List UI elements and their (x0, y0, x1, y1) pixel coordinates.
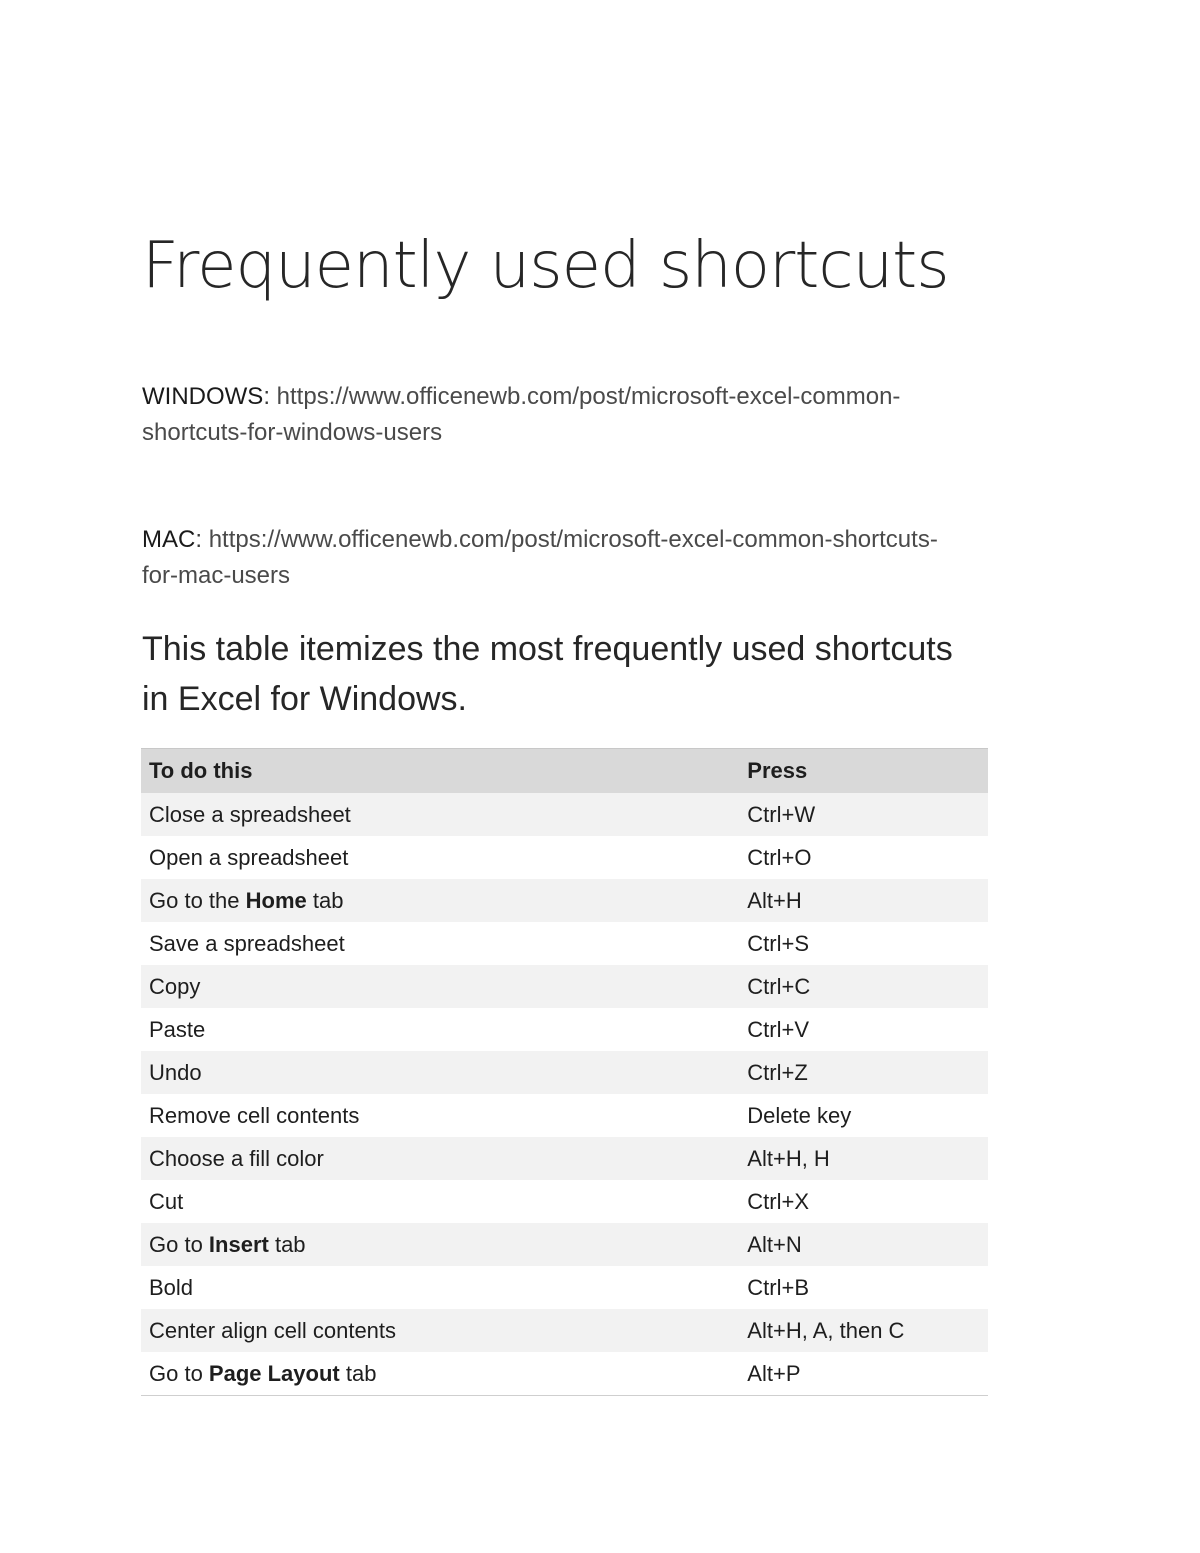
press-cell: Delete key (739, 1094, 988, 1137)
action-text: Center align cell contents (149, 1317, 397, 1343)
press-cell: Ctrl+C (739, 965, 988, 1008)
table-row (141, 836, 988, 879)
windows-url-line2[interactable]: shortcuts-for-windows-users (142, 419, 443, 446)
mac-separator: : (195, 526, 209, 553)
action-text: Copy (149, 973, 201, 999)
intro-text (142, 624, 1042, 724)
mac-url-line2[interactable]: for-mac-users (142, 562, 291, 589)
table-row (141, 965, 988, 1008)
action-cell (141, 1051, 739, 1094)
action-text: Choose a fill color (149, 1145, 324, 1171)
action-cell (141, 879, 739, 922)
mac-label: MAC (142, 526, 196, 553)
mac-url[interactable] (142, 526, 938, 589)
action-tab-name: Home (245, 887, 307, 913)
header-press: Press (739, 749, 988, 794)
press-cell: Ctrl+O (739, 836, 988, 879)
table-row (141, 1137, 988, 1180)
table-row (141, 1352, 988, 1396)
windows-label: WINDOWS (142, 383, 264, 410)
press-cell: Alt+N (739, 1223, 988, 1266)
action-text-suffix: tab (306, 887, 344, 913)
mac-url-line1[interactable]: https://www.officenewb.com/post/microsoft-excel-common-shortcuts- (208, 526, 938, 553)
shortcut-table (141, 748, 988, 1396)
press-cell: Alt+H (739, 879, 988, 922)
press-cell: Ctrl+B (739, 1266, 988, 1309)
action-tab-name: Insert (208, 1231, 269, 1257)
action-cell (141, 836, 739, 879)
press-cell: Alt+H, H (739, 1137, 988, 1180)
action-cell (141, 965, 739, 1008)
table-row (141, 879, 988, 922)
table-row (141, 1180, 988, 1223)
action-cell (141, 1008, 739, 1051)
table-row (141, 1223, 988, 1266)
table-header-row (141, 749, 988, 794)
action-cell (141, 1137, 739, 1180)
action-tab-name: Page Layout (208, 1360, 340, 1386)
table-row (141, 1051, 988, 1094)
press-cell: Ctrl+W (739, 793, 988, 836)
action-text-suffix: tab (268, 1231, 306, 1257)
table-row (141, 1309, 988, 1352)
press-cell: Alt+P (739, 1352, 988, 1396)
action-text-suffix: tab (339, 1360, 377, 1386)
action-text: Open a spreadsheet (149, 844, 349, 870)
press-cell: Ctrl+X (739, 1180, 988, 1223)
mac-link-block (142, 522, 1042, 594)
action-text: Remove cell contents (149, 1102, 360, 1128)
action-cell (141, 1352, 739, 1396)
action-text: Save a spreadsheet (149, 930, 345, 956)
press-cell: Alt+H, A, then C (739, 1309, 988, 1352)
press-cell: Ctrl+Z (739, 1051, 988, 1094)
table-row (141, 793, 988, 836)
action-text: Go to the (149, 887, 246, 913)
intro-line1: This table itemizes the most frequently used shortcuts (142, 630, 953, 668)
action-text: Paste (149, 1016, 206, 1042)
page-title: Frequently used shortcuts (142, 229, 949, 303)
action-cell (141, 922, 739, 965)
table-body (141, 793, 988, 1396)
intro-line2: in Excel for Windows. (142, 680, 467, 718)
table-row (141, 1094, 988, 1137)
action-text: Undo (149, 1059, 202, 1085)
action-text: Bold (149, 1274, 194, 1300)
press-cell: Ctrl+V (739, 1008, 988, 1051)
table-row (141, 922, 988, 965)
action-cell (141, 1180, 739, 1223)
action-cell (141, 793, 739, 836)
action-text: Go to (149, 1231, 209, 1257)
action-text: Go to (149, 1360, 209, 1386)
windows-separator: : (263, 383, 277, 410)
table-row (141, 1008, 988, 1051)
action-text: Cut (149, 1188, 184, 1214)
action-text: Close a spreadsheet (149, 801, 351, 827)
windows-link-block (142, 379, 1042, 451)
action-cell (141, 1309, 739, 1352)
action-cell (141, 1223, 739, 1266)
action-cell (141, 1266, 739, 1309)
header-action: To do this (141, 749, 739, 794)
press-cell: Ctrl+S (739, 922, 988, 965)
windows-url-line1[interactable]: https://www.officenewb.com/post/microsoft-excel-common- (276, 383, 901, 410)
table-row (141, 1266, 988, 1309)
action-cell (141, 1094, 739, 1137)
